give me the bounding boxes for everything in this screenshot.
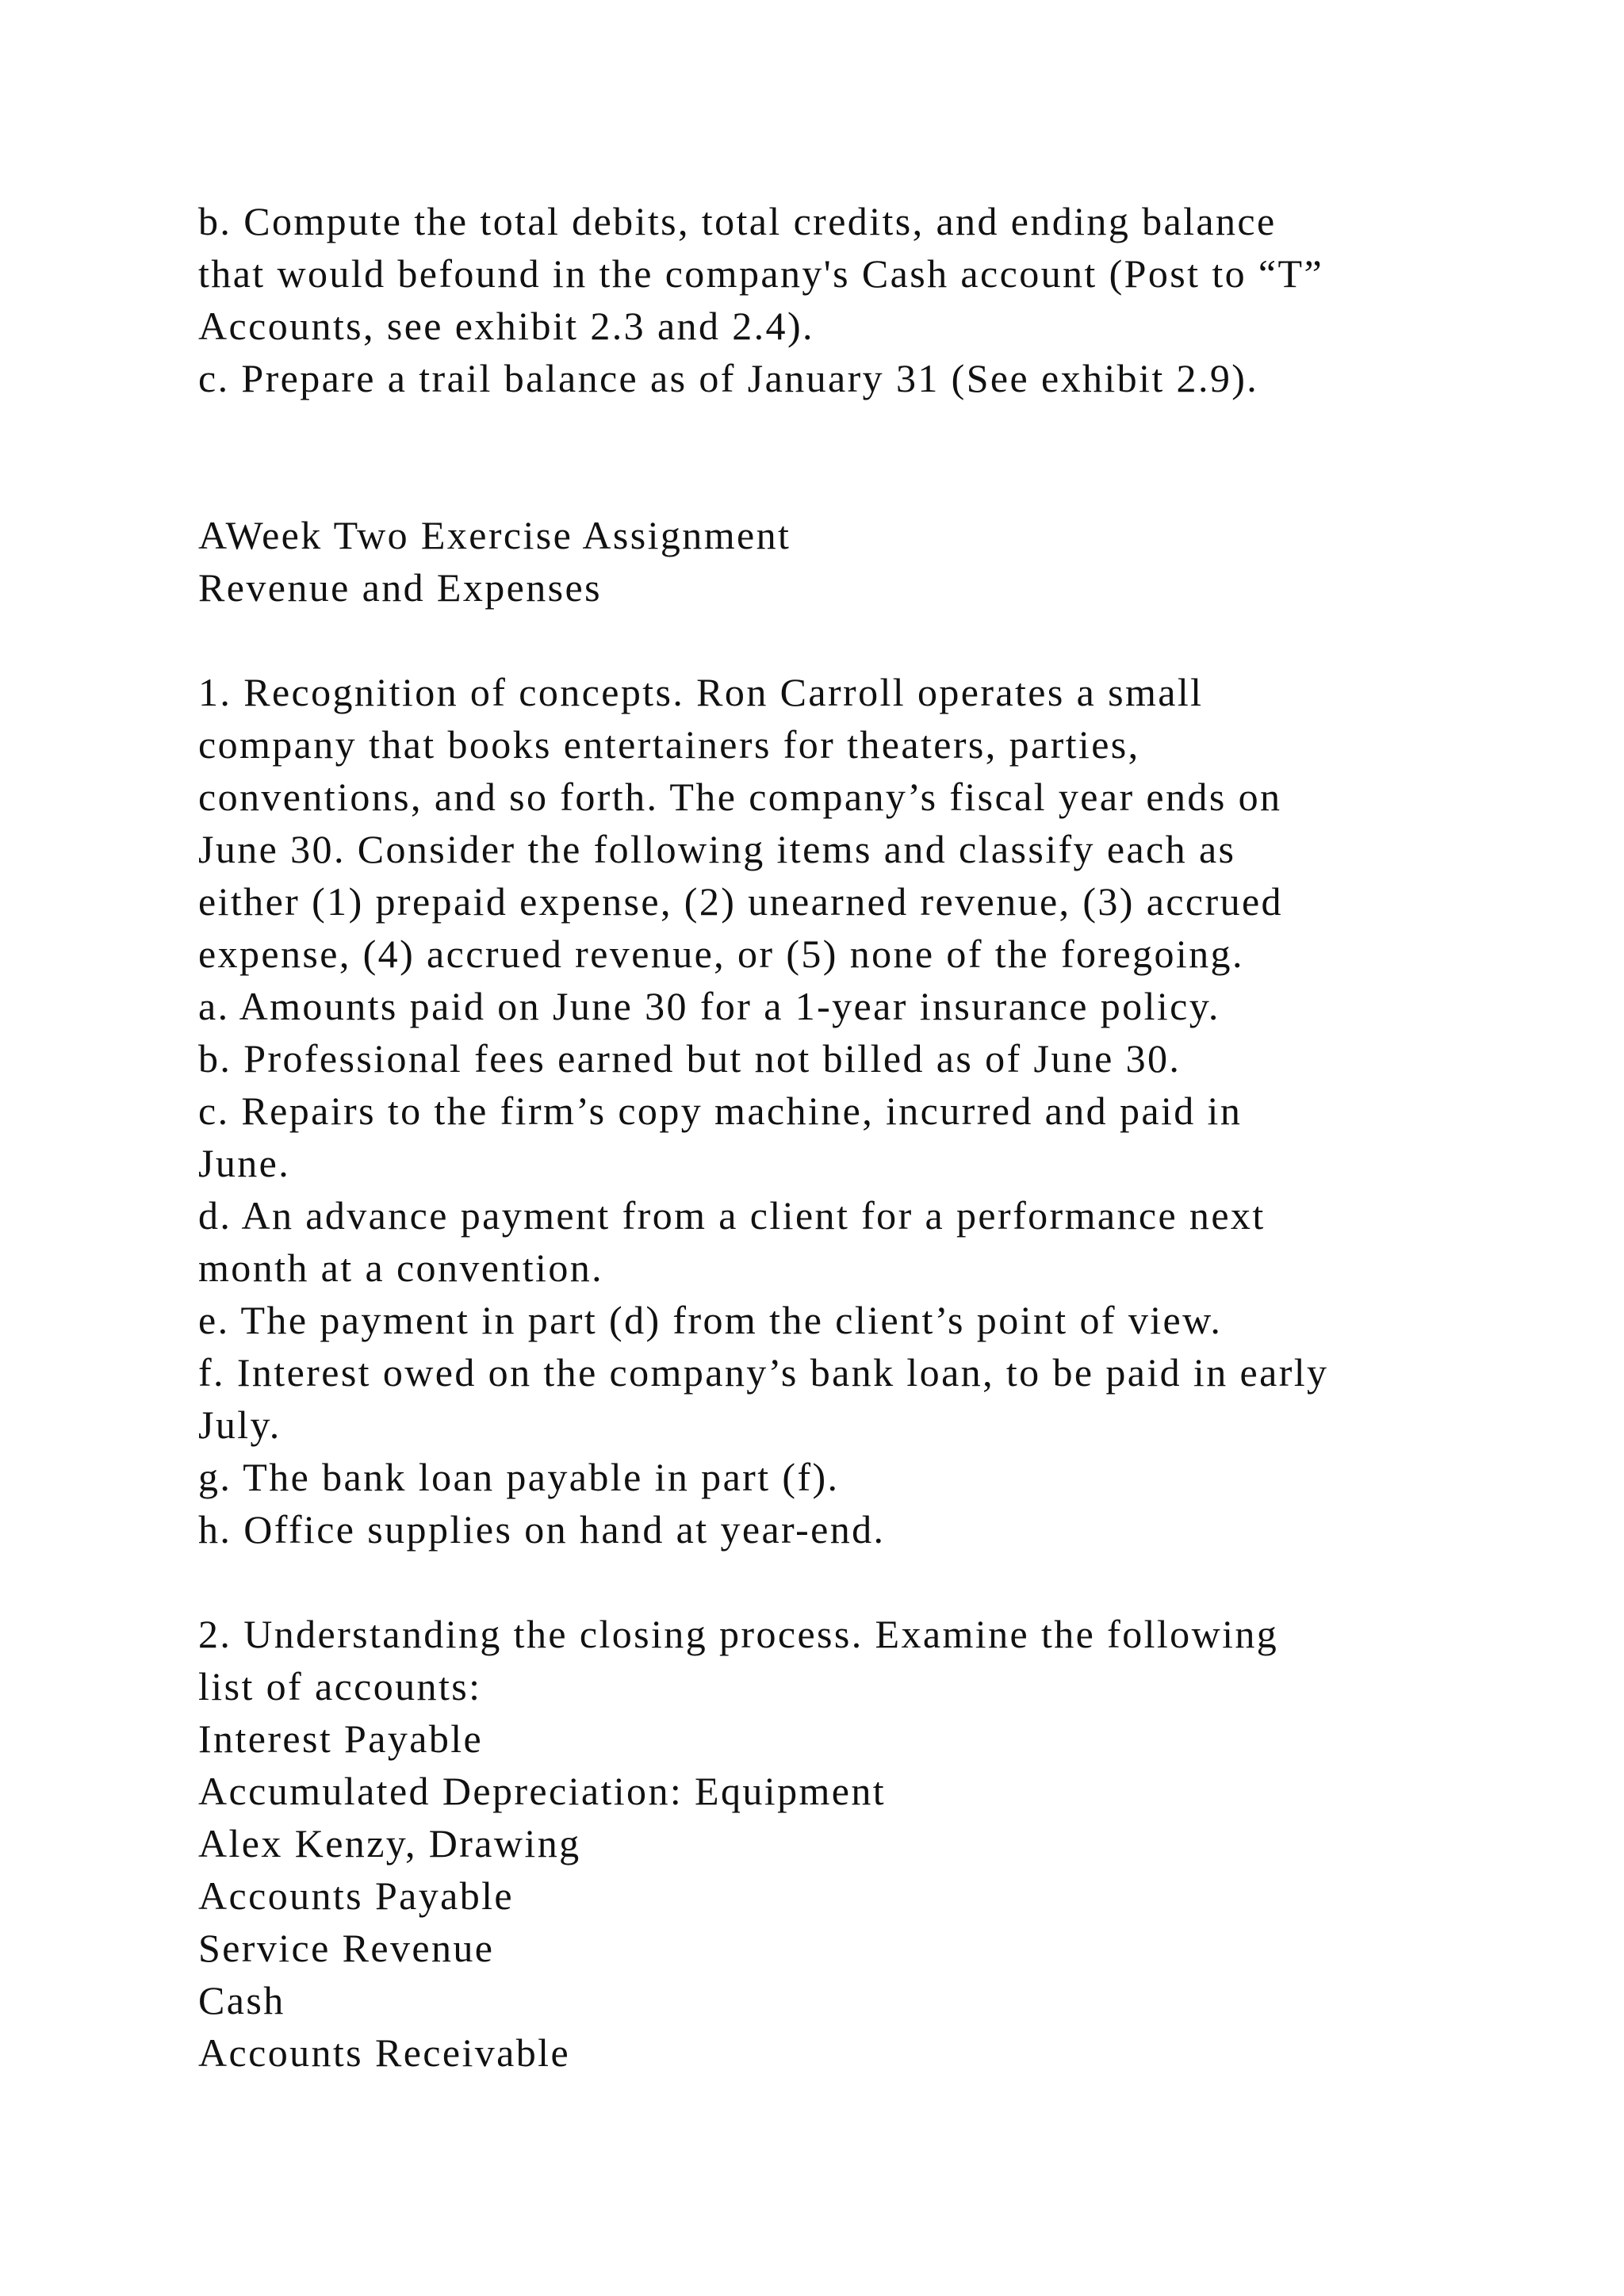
exercise-prompt-line: expense, (4) accrued revenue, or (5) none of the foregoing.: [198, 932, 1244, 976]
exercise-item: b. Professional fees earned but not billed as of June 30.: [198, 1036, 1182, 1081]
spacer: [198, 1556, 1499, 1608]
exercise-prompt-line: 2. Understanding the closing process. Examine the following: [198, 1612, 1279, 1656]
exercise-item: month at a convention.: [198, 1246, 604, 1290]
exercise-prompt-line: list of accounts:: [198, 1664, 482, 1709]
text-line: Accounts, see exhibit 2.3 and 2.4).: [198, 304, 814, 348]
exercise-2: [198, 1608, 1499, 2079]
exercise-prompt-line: company that books entertainers for theaters, parties,: [198, 722, 1140, 767]
exercise-prompt-line: conventions, and so forth. The company’s fiscal year ends on: [198, 775, 1282, 819]
exercise-item: July.: [198, 1402, 282, 1447]
assignment-subtitle: Revenue and Expenses: [198, 565, 602, 610]
exercise-prompt-line: either (1) prepaid expense, (2) unearned revenue, (3) accrued: [198, 879, 1283, 924]
exercise-1: [198, 666, 1499, 1556]
document-body: [198, 195, 1499, 2079]
account-item: Accounts Payable: [198, 1873, 515, 1918]
text-line: that would befound in the company's Cash account (Post to “T”: [198, 251, 1324, 296]
account-item: Service Revenue: [198, 1926, 495, 1970]
text-line: c. Prepare a trail balance as of January 31 (See exhibit 2.9).: [198, 356, 1259, 400]
account-item: Alex Kenzy, Drawing: [198, 1821, 581, 1866]
account-item: Cash: [198, 1978, 285, 2022]
exercise-item: f. Interest owed on the company’s bank loan, to be paid in early: [198, 1350, 1329, 1395]
text-line: b. Compute the total debits, total credits, and ending balance: [198, 199, 1277, 243]
account-item: Accounts Receivable: [198, 2030, 571, 2075]
exercise-prompt-line: June 30. Consider the following items and classify each as: [198, 827, 1236, 871]
exercise-item: a. Amounts paid on June 30 for a 1-year insurance policy.: [198, 984, 1220, 1028]
exercise-item: e. The payment in part (d) from the client’s point of view.: [198, 1298, 1223, 1342]
account-item: Accumulated Depreciation: Equipment: [198, 1769, 887, 1813]
exercise-prompt-line: 1. Recognition of concepts. Ron Carroll operates a small: [198, 670, 1204, 714]
exercise-item: h. Office supplies on hand at year-end.: [198, 1507, 886, 1552]
exercise-item: c. Repairs to the firm’s copy machine, incurred and paid in: [198, 1089, 1243, 1133]
assignment-title: AWeek Two Exercise Assignment: [198, 513, 791, 557]
exercise-item: d. An advance payment from a client for a performance next: [198, 1193, 1266, 1238]
spacer: [198, 404, 1499, 509]
assignment-heading: [198, 509, 1499, 614]
exercise-item: g. The bank loan payable in part (f).: [198, 1455, 840, 1499]
spacer: [198, 614, 1499, 666]
account-item: Interest Payable: [198, 1716, 484, 1761]
exercise-item: June.: [198, 1141, 291, 1185]
carryover-block: [198, 195, 1499, 404]
